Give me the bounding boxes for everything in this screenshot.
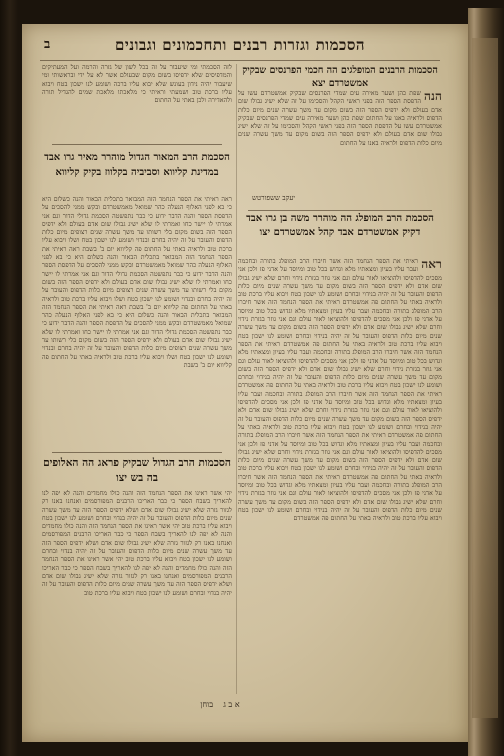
approbation-4-lead: ראה: [421, 258, 442, 271]
approbation-1-text: הנה שפת כהן ושער מאירה עים שמדי הפרנסים שבקיק אמשטרדם עשו על הדפסת הספר הזה בפני ראשי הקהל והסכימו על זה שלא ישיג גבולו שום אדם בעולם ולא ידפיס הספר הזה בשום מקום עד משך עשרה שנים מיום כלות הדפוס ולראיה באנו על החתום שפת כהן ושער מאירה עים שמדי הפרנסים שבקיק אמשטרדם עשו על הדפסת הספר הזה בפני ראשי הקהל והסכימו על זה שלא ישיג גבולו שום אדם בעולם ולא ידפיס הספר הזה בשום מקום עד משך עשרה שנים מיום כלות הדפוס ולראיה באנו על החתום: [238, 90, 442, 147]
left-top-text: לזה הסכמתי ומי שיעבור על זה בכל לשון של גזרה והרמה ועל המעתיקים והמדפיסים שלא ידפיסו בשום מקום שבעולם אשר לא על ידי ובראשותי ומי שיעבור יהיה נידון בעונש שלא יבוא עליו ברכה ושומע לנו ישכון בטח ויבוא עליו ברכת טוב ושמעתי וראיתי כי מלאכתו מלאכת שמים להגדיל תורה ולהאדירה ולכן באתי על החתום: [42, 64, 232, 105]
header-rule: [40, 60, 440, 61]
approbation-1-title: הסכמות הרבנים המופלגים הה חכמי הפרנסים שבקיק אמשטרדם יצא: [242, 65, 438, 89]
page-footer: [150, 700, 290, 709]
approbation-4-text: ראה ראיתי את הספר הנחמד הזה אשר חיברו הרב המופלג בתורה ובחכמה ועבר עליו בעיון ומצאתיו מלא וגדוש בכל טוב ומיוסד על אדני פז ולכן אני מסכים להדפיסו ולהוציאו לאור עולם וגם אני גוזר בגזרת נידוי וחרם שלא ישיג גבולו שום אדם ולא ידפיס הספר הזה בשום מקום עד משך עשרה שנים מיום כלות הדפוס והעובר על זה יהיה בנידוי ובחרם ושומע לנו ישכון בטח ויבוא עליו ברכת טוב ולראיה באתי על החתום פה אמשטרדם ראיתי את הספר הנחמד הזה אשר חיברו הרב המופלג בתורה ובחכמה ועבר עליו בעיון ומצאתיו מלא וגדוש בכל טוב ומיוסד על אדני פז ולכן אני מסכים להדפיסו ולהוציאו לאור עולם וגם אני גוזר בגזרת נידוי וחרם שלא ישיג גבולו שום אדם ולא ידפיס הספר הזה בשום מקום עד משך עשרה שנים מיום כלות הדפוס והעובר על זה יהיה בנידוי ובחרם ושומע לנו ישכון בטח ויבוא עליו ברכת טוב ולראיה באתי על החתום פה אמשטרדם ראיתי את הספר הנחמד הזה אשר חיברו הרב המופלג בתורה ובחכמה ועבר עליו בעיון ומצאתיו מלא וגדוש בכל טוב ומיוסד על אדני פז ולכן אני מסכים להדפיסו ולהוציאו לאור עולם וגם אני גוזר בגזרת נידוי וחרם שלא ישיג גבולו שום אדם ולא ידפיס הספר הזה בשום מקום עד משך עשרה שנים מיום כלות הדפוס והעובר על זה יהיה בנידוי ובחרם ושומע לנו ישכון בטח ויבוא עליו ברכת טוב ולראיה באתי על החתום פה אמשטרדם ראיתי את הספר הנחמד הזה אשר חיברו הרב המופלג בתורה ובחכמה ועבר עליו בעיון ומצאתיו מלא וגדוש בכל טוב ומיוסד על אדני פז ולכן אני מסכים להדפיסו ולהוציאו לאור עולם וגם אני גוזר בגזרת נידוי וחרם שלא ישיג גבולו שום אדם ולא ידפיס הספר הזה בשום מקום עד משך עשרה שנים מיום כלות הדפוס והעובר על זה יהיה בנידוי ובחרם ושומע לנו ישכון בטח ויבוא עליו ברכת טוב ולראיה באתי על החתום פה אמשטרדם ראיתי את הספר הנחמד הזה אשר חיברו הרב המופלג בתורה ובחכמה ועבר עליו בעיון ומצאתיו מלא וגדוש בכל טוב ומיוסד על אדני פז ולכן אני מסכים להדפיסו ולהוציאו לאור עולם וגם אני גוזר בגזרת נידוי וחרם שלא ישיג גבולו שום אדם ולא ידפיס הספר הזה בשום מקום עד משך עשרה שנים מיום כלות הדפוס והעובר על זה יהיה בנידוי ובחרם ושומע לנו ישכון בטח ויבוא עליו ברכת טוב ולראיה באתי על החתום פה אמשטרדם ראיתי את הספר הנחמד הזה אשר חיברו הרב המופלג בתורה ובחכמה ועבר עליו בעיון ומצאתיו מלא וגדוש בכל טוב ומיוסד על אדני פז ולכן אני מסכים להדפיסו ולהוציאו לאור עולם וגם אני גוזר בגזרת נידוי וחרם שלא ישיג גבולו שום אדם ולא ידפיס הספר הזה בשום מקום עד משך עשרה שנים מיום כלות הדפוס והעובר על זה יהיה בנידוי ובחרם ושומע לנו ישכון בטח ויבוא עליו ברכת טוב ולראיה באתי על החתום פה אמשטרדם: [238, 258, 442, 523]
running-header: הסכמות וגזרות רבנים ותחכמונים וגבונים ב: [44, 36, 365, 54]
left-column: [42, 64, 232, 694]
approbation-3-title: הסכמות הרב הגדול שבקיק פראג הה האלופים בה בש יצו: [43, 457, 231, 484]
right-column: [238, 64, 442, 694]
approbation-1-lead: הנה: [423, 90, 442, 103]
approbation-3-text: יהי אשר ראינו את הספר הנחמד הזה והנה כולו מחמדים והנה לא יפה לנו להאריך בשבח הספר כי כבר האריכו הרבנים המפורסמים ואנחנו באנו רק לגזור גזרה שלא ישיג גבולו שום אדם ושלא ידפיס הספר הזה עד משך עשרה שנים מיום כלות הדפוס והעובר על זה יהיה בנדוי ובחרם ושומע לנו ישכון בטח ויבוא עליו ברכת טוב יהי אשר ראינו את הספר הנחמד הזה והנה כולו מחמדים והנה לא יפה לנו להאריך בשבח הספר כי כבר האריכו הרבנים המפורסמים ואנחנו באנו רק לגזור גזרה שלא ישיג גבולו שום אדם ושלא ידפיס הספר הזה עד משך עשרה שנים מיום כלות הדפוס והעובר על זה יהיה בנדוי ובחרם ושומע לנו ישכון בטח ויבוא עליו ברכת טוב יהי אשר ראינו את הספר הנחמד הזה והנה כולו מחמדים והנה לא יפה לנו להאריך בשבח הספר כי כבר האריכו הרבנים המפורסמים ואנחנו באנו רק לגזור גזרה שלא ישיג גבולו שום אדם ושלא ידפיס הספר הזה עד משך עשרה שנים מיום כלות הדפוס והעובר על זה יהיה בנדוי ובחרם ושומע לנו ישכון בטח ויבוא עליו ברכת טוב: [42, 490, 232, 597]
catchword: בוחן: [200, 700, 214, 709]
book-page-edge: [468, 8, 504, 756]
approbation-4-title: הסכמת הרב המופלג הה מוהרר משה בן גרו אבד דקיק אמשטרדם אבד קהל אמשטרדם יצו: [246, 213, 434, 238]
signature-marks: א ב ג: [223, 700, 240, 709]
column-divider: [236, 64, 237, 694]
page-marker: ב: [44, 37, 51, 52]
approbation-2-title: הסכמת הרב המאור הגדול מוהרר מאיר גרו אבד במדינת קליווא וסביביה בקלווז בקיק קליווא: [44, 152, 230, 178]
approbation-2-text: ראה ראיתי את הספר הנחמד הזה המבואר בתכלית הבאור והנה כשלום היא כי בא לפני האלוף הנעלה כהר שמואל מאמשטרדם ובקש ממני להסכים על הדפסת הספר והנה הדבר ידוע כי כבר נתפשטה הסכמת גדולי הדור וגם אני אמרתי לו יישר כחו ואמרתי לו שלא ישיג גבולו שום אדם בעולם ולא ידפיס הספר הזה בשום מקום בלי רשותו עד משך עשרה שנים רצופים מיום כלות הדפוס והעובר על זה יהיה בחרם ובנדוי ושומע לנו ישכון בטח ושלו ויבוא עליו ברכת טוב ולראיה באתי על החתום פה קליווא יום ב' בשבת ראה ראיתי את הספר הנחמד הזה המבואר בתכלית הבאור והנה כשלום היא כי בא לפני האלוף הנעלה כהר שמואל מאמשטרדם ובקש ממני להסכים על הדפסת הספר והנה הדבר ידוע כי כבר נתפשטה הסכמת גדולי הדור וגם אני אמרתי לו יישר כחו ואמרתי לו שלא ישיג גבולו שום אדם בעולם ולא ידפיס הספר הזה בשום מקום בלי רשותו עד משך עשרה שנים רצופים מיום כלות הדפוס והעובר על זה יהיה בחרם ובנדוי ושומע לנו ישכון בטח ושלו ויבוא עליו ברכת טוב ולראיה באתי על החתום פה קליווא יום ב' בשבת ראה ראיתי את הספר הנחמד הזה המבואר בתכלית הבאור והנה כשלום היא כי בא לפני האלוף הנעלה כהר שמואל מאמשטרדם ובקש ממני להסכים על הדפסת הספר והנה הדבר ידוע כי כבר נתפשטה הסכמת גדולי הדור וגם אני אמרתי לו יישר כחו ואמרתי לו שלא ישיג גבולו שום אדם בעולם ולא ידפיס הספר הזה בשום מקום בלי רשותו עד משך עשרה שנים רצופים מיום כלות הדפוס והעובר על זה יהיה בחרם ובנדוי ושומע לנו ישכון בטח ושלו ויבוא עליו ברכת טוב ולראיה באתי על החתום פה קליווא יום ב' בשבת: [42, 196, 232, 369]
approbation-1-signature: יעקב ששפורטש: [252, 194, 296, 202]
